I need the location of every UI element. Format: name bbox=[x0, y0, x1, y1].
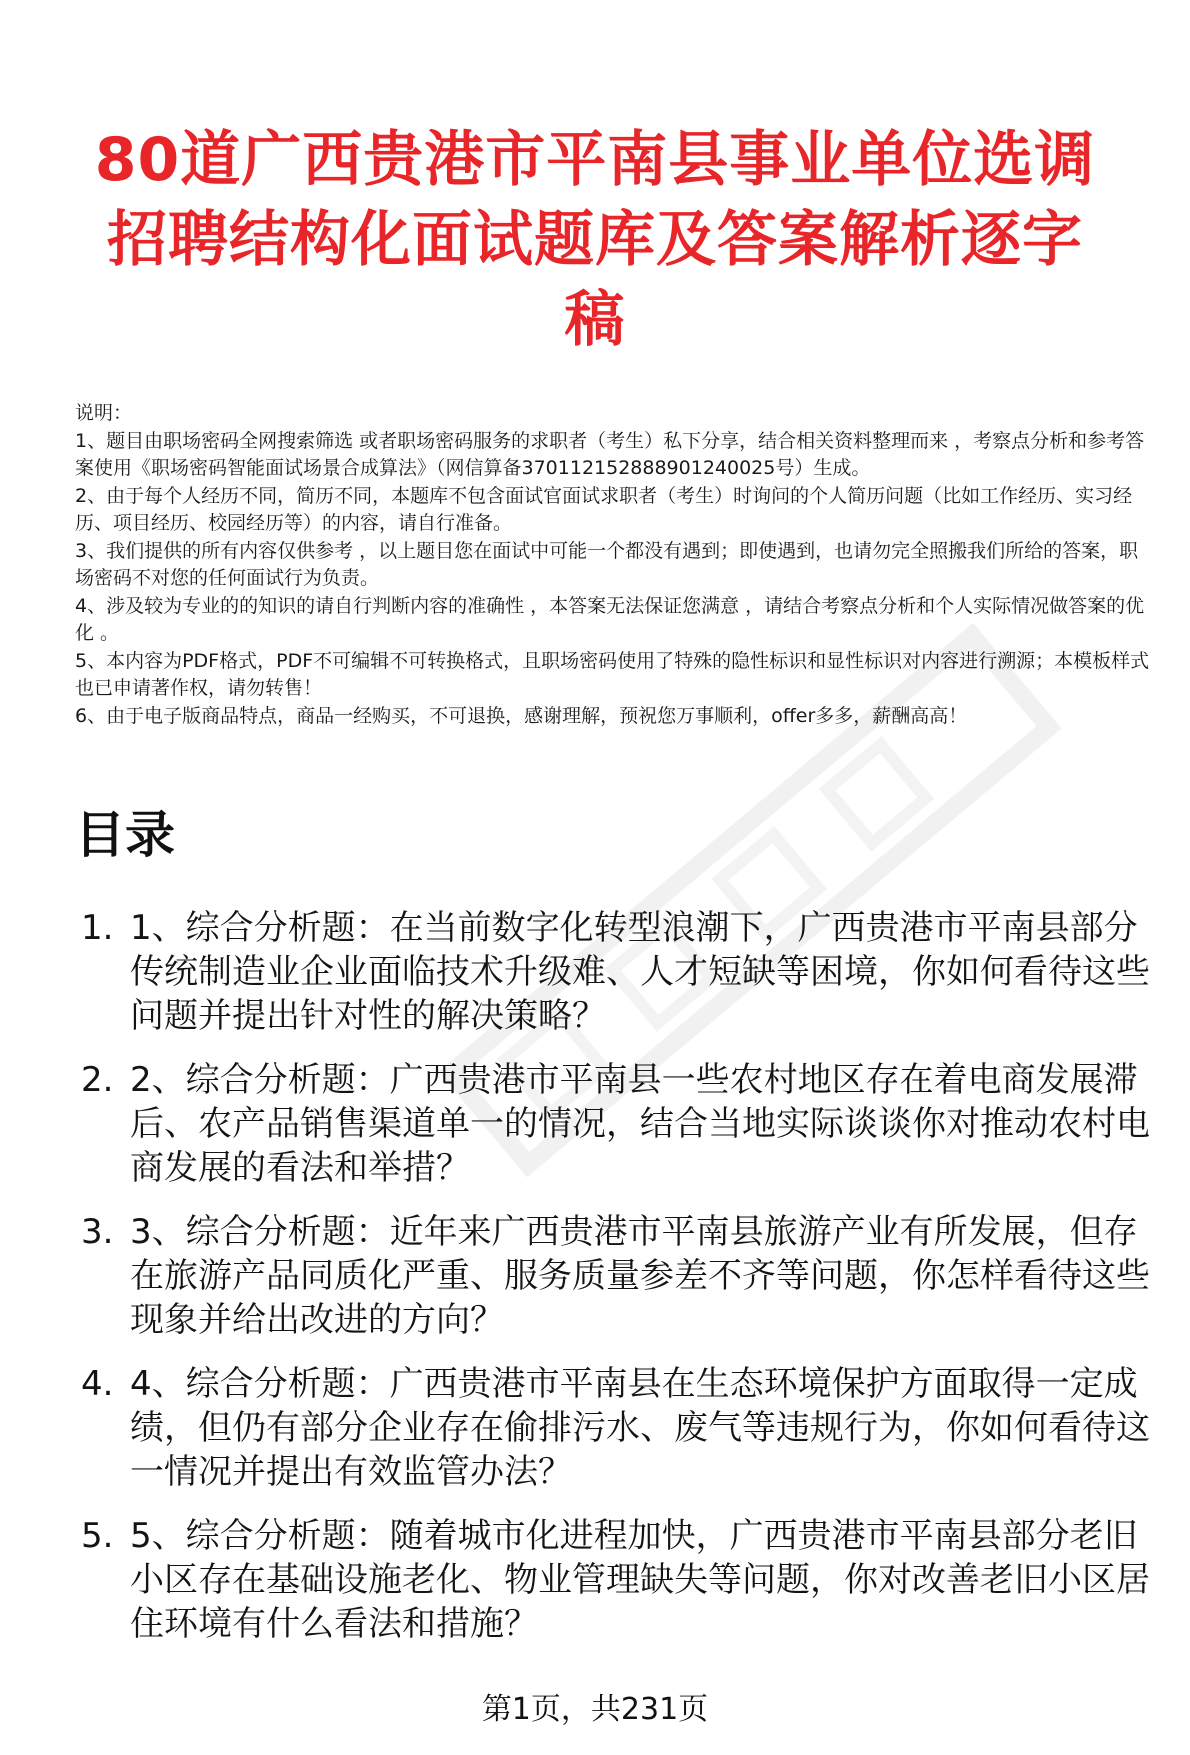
toc-item-number: 2. bbox=[81, 1060, 114, 1100]
toc-item-number: 1. bbox=[81, 908, 114, 948]
page-footer: 第1页，共231页 bbox=[481, 1692, 709, 1727]
toc-item[interactable] bbox=[75, 906, 1165, 1038]
toc-item-text: 3、综合分析题：近年来广西贵港市平南县旅游产业有所发展，但存在旅游产品同质化严重、服务质量参差不齐等问题，你怎样看待这些现象并给出改进的方向？ bbox=[130, 1212, 1150, 1340]
toc-heading: 目录 bbox=[75, 806, 175, 864]
toc-item-number: 3. bbox=[81, 1212, 114, 1252]
toc-list bbox=[75, 906, 1165, 1666]
toc-item-number: 5. bbox=[81, 1516, 114, 1556]
note-item: 3、我们提供的所有内容仅供参考 ，以上题目您在面试中可能一个都没有遇到；即使遇到，也请勿完全照搬我们所给的答案，职场密码不对您的任何面试行为负责。 bbox=[75, 539, 1139, 589]
toc-item[interactable] bbox=[75, 1210, 1165, 1342]
toc-item[interactable] bbox=[75, 1058, 1165, 1190]
document-title: 80道广西贵港市平南县事业单位选调招聘结构化面试题库及答案解析逐字稿 bbox=[94, 125, 1096, 355]
notes-heading: 说明： bbox=[75, 402, 133, 424]
toc-item-text: 5、综合分析题：随着城市化进程加快，广西贵港市平南县部分老旧小区存在基础设施老化、物业管理缺失等问题，你对改善老旧小区居住环境有什么看法和措施？ bbox=[130, 1516, 1150, 1644]
note-item: 1、题目由职场密码全网搜索筛选 或者职场密码服务的求职者（考生）私下分享，结合相关资料整理而来 ，考察点分析和参考答案使用《职场密码智能面试场景合成算法》（网信算备370112152888901240025号）生成。 bbox=[75, 429, 1145, 479]
note-item: 5、本内容为PDF格式，PDF不可编辑不可转换格式，且职场密码使用了特殊的隐性标识和显性标识对内容进行溯源；本模板样式也已申请著作权，请勿转售！ bbox=[75, 649, 1150, 699]
toc-item[interactable] bbox=[75, 1514, 1165, 1646]
notes-section bbox=[75, 400, 1155, 730]
toc-item-number: 4. bbox=[81, 1364, 114, 1404]
toc-item[interactable] bbox=[75, 1362, 1165, 1494]
note-item: 2、由于每个人经历不同，简历不同，本题库不包含面试官面试求职者（考生）时询问的个人简历问题（比如工作经历、实习经历、项目经历、校园经历等）的内容，请自行准备。 bbox=[75, 484, 1133, 534]
toc-item-text: 1、综合分析题：在当前数字化转型浪潮下，广西贵港市平南县部分传统制造业企业面临技术升级难、人才短缺等困境，你如何看待这些问题并提出针对性的解决策略？ bbox=[130, 908, 1150, 1036]
note-item: 6、由于电子版商品特点，商品一经购买，不可退换，感谢理解，预祝您万事顺利，offer多多，薪酬高高！ bbox=[75, 704, 968, 727]
toc-item-text: 2、综合分析题：广西贵港市平南县一些农村地区存在着电商发展滞后、农产品销售渠道单一的情况，结合当地实际谈谈你对推动农村电商发展的看法和举措？ bbox=[130, 1060, 1150, 1188]
toc-item-text: 4、综合分析题：广西贵港市平南县在生态环境保护方面取得一定成绩，但仍有部分企业存在偷排污水、废气等违规行为，你如何看待这一情况并提出有效监管办法？ bbox=[130, 1364, 1150, 1492]
note-item: 4、涉及较为专业的的知识的请自行判断内容的准确性 ，本答案无法保证您满意 ，请结合考察点分析和个人实际情况做答案的优化 。 bbox=[75, 594, 1145, 644]
